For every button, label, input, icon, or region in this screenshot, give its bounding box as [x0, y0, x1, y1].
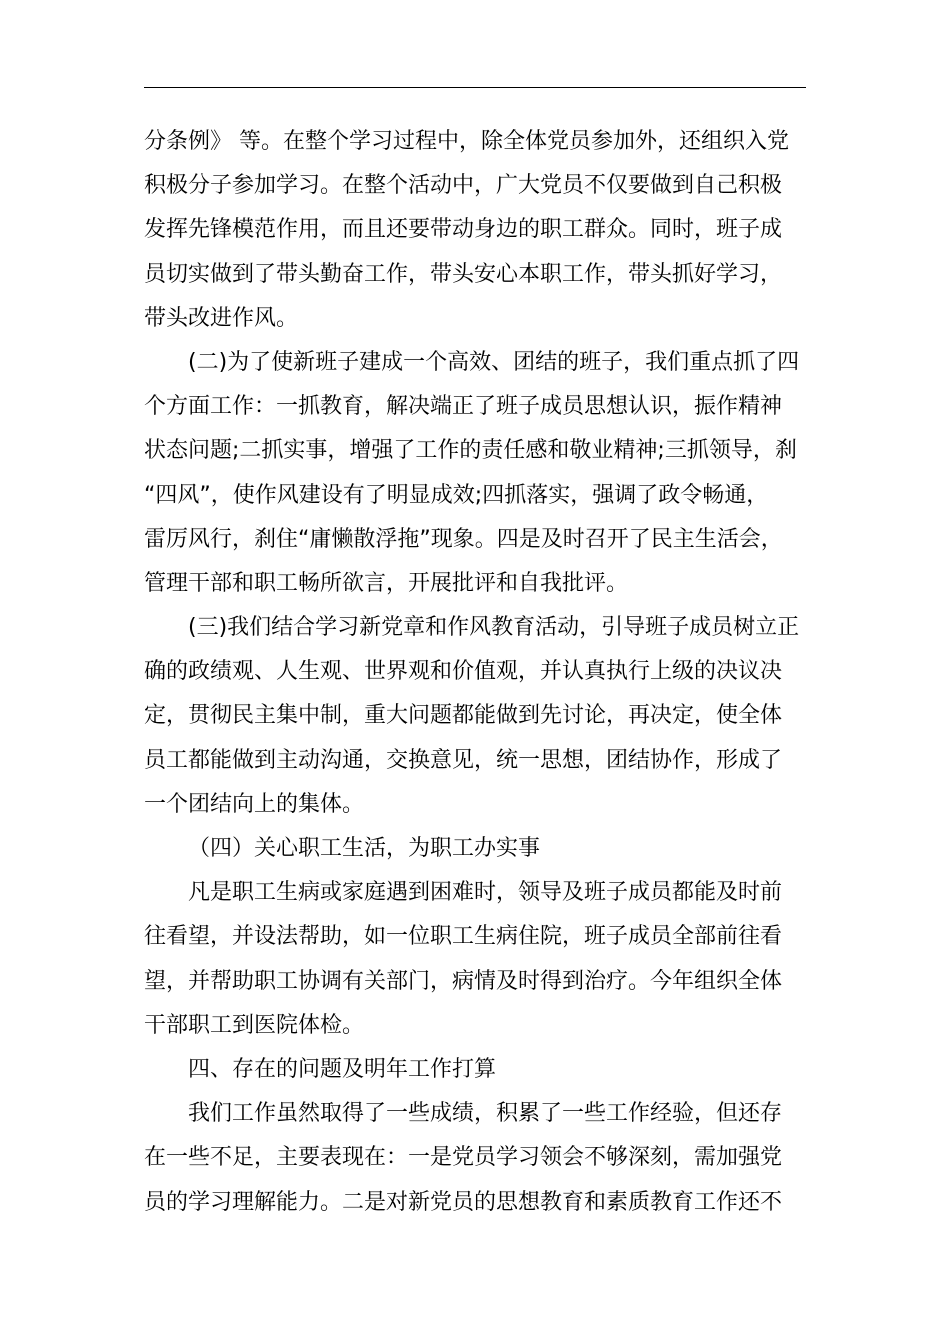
text-line: 凡是职工生病或家庭遇到困难时，领导及班子成员都能及时前	[188, 880, 783, 906]
text-line: 确的政绩观、人生观、世界观和价值观，并认真执行上级的决议决	[144, 659, 783, 685]
text-line: 干部职工到医院体检。	[144, 1012, 365, 1038]
header-rule	[144, 87, 806, 88]
text-line: 状态问题;二抓实事，增强了工作的责任感和敬业精神;三抓领导，刹	[144, 438, 797, 464]
text-line: 发挥先锋模范作用，而且还要带动身边的职工群众。同时，班子成	[144, 217, 783, 243]
text-line: 员的学习理解能力。二是对新党员的思想教育和素质教育工作还不	[144, 1189, 783, 1215]
text-line: 个方面工作：一抓教育，解决端正了班子成员思想认识，振作精神	[144, 394, 783, 420]
document-body	[144, 120, 816, 1225]
text-line: 管理干部和职工畅所欲言，开展批评和自我批评。	[144, 570, 629, 596]
text-line: 望，并帮助职工协调有关部门，病情及时得到治疗。今年组织全体	[144, 968, 783, 994]
text-line: 分条例》 等。在整个学习过程中，除全体党员参加外，还组织入党	[144, 129, 789, 154]
text-line: （四）关心职工生活，为职工办实事	[188, 836, 541, 861]
text-line: 定，贯彻民主集中制，重大问题都能做到先讨论，再决定，使全体	[144, 703, 783, 729]
text-line: 我们工作虽然取得了一些成绩，积累了一些工作经验，但还存	[188, 1101, 783, 1127]
text-line: 四、存在的问题及明年工作打算	[188, 1056, 497, 1082]
text-line: (二)为了使新班子建成一个高效、团结的班子，我们重点抓了四	[188, 349, 800, 375]
text-line: 积极分子参加学习。在整个活动中，广大党员不仅要做到自己积极	[144, 173, 783, 199]
text-line: 员工都能做到主动沟通，交换意见，统一思想，团结协作，形成了	[144, 747, 783, 773]
text-line: 雷厉风行，刹住“庸懒散浮拖”现象。四是及时召开了民主生活会，	[144, 526, 783, 552]
text-line: “四风”，使作风建设有了明显成效;四抓落实，强调了政令畅通，	[144, 482, 769, 508]
text-line: 员切实做到了带头勤奋工作，带头安心本职工作，带头抓好学习，	[144, 261, 783, 287]
text-line: 一个团结向上的集体。	[144, 791, 365, 817]
text-line: 带头改进作风。	[144, 305, 299, 331]
text-line: 往看望，并设法帮助，如一位职工生病住院，班子成员全部前往看	[144, 924, 783, 950]
text-line: (三)我们结合学习新党章和作风教育活动，引导班子成员树立正	[188, 615, 800, 641]
text-line: 在一些不足，主要表现在：一是党员学习领会不够深刻，需加强党	[144, 1145, 783, 1171]
